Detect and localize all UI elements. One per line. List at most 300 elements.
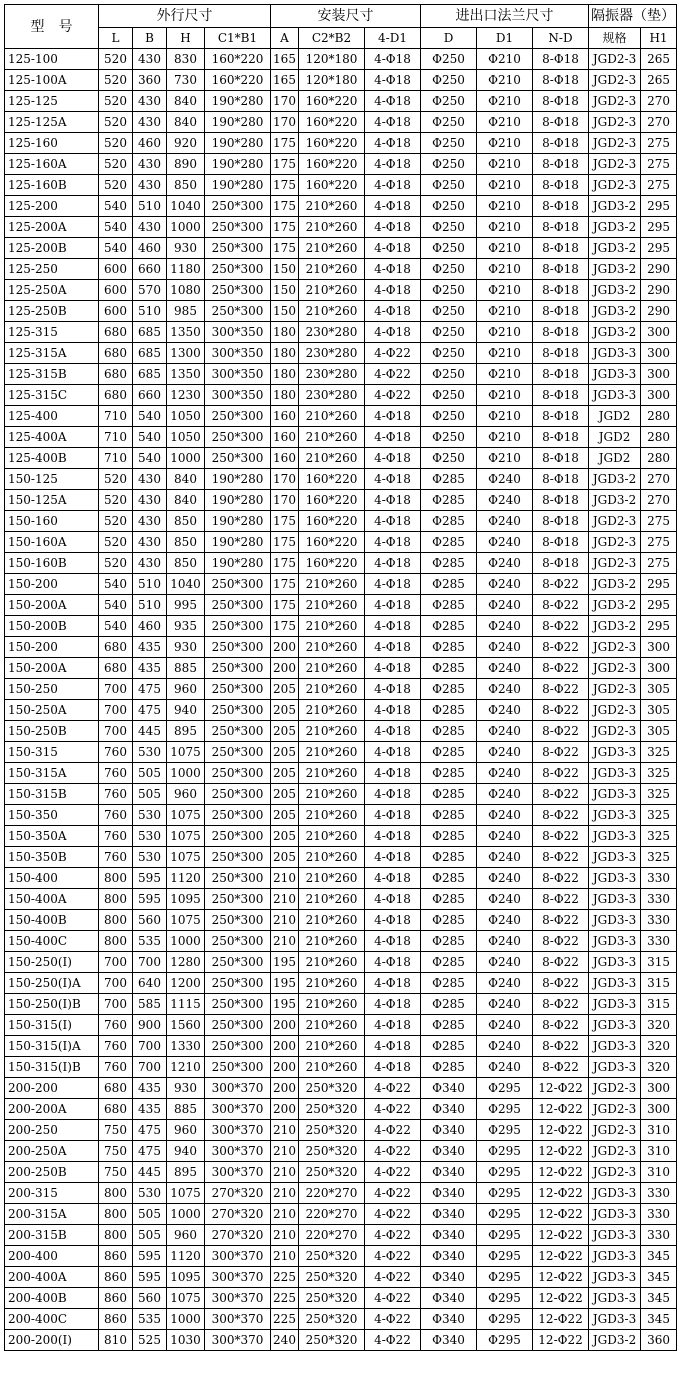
- table-cell: Φ340: [421, 1141, 477, 1162]
- table-cell: 200: [271, 1057, 299, 1078]
- header-group-row: [5, 5, 677, 28]
- table-cell: 430: [133, 532, 167, 553]
- table-cell: 210: [271, 889, 299, 910]
- table-cell: 250*300: [205, 217, 271, 238]
- table-cell: 330: [641, 1183, 677, 1204]
- table-cell: 800: [99, 1204, 133, 1225]
- table-row: [5, 1288, 677, 1309]
- table-cell: 250*300: [205, 826, 271, 847]
- table-row: [5, 1036, 677, 1057]
- table-cell: Φ295: [477, 1120, 533, 1141]
- table-cell: 12-Φ22: [533, 1267, 589, 1288]
- table-cell: 250*300: [205, 574, 271, 595]
- table-cell: JGD3-3: [589, 1204, 641, 1225]
- table-cell: 175: [271, 196, 299, 217]
- table-cell: 8-Φ22: [533, 910, 589, 931]
- table-cell: JGD3-3: [589, 1183, 641, 1204]
- table-cell: 4-Φ18: [365, 112, 421, 133]
- table-cell: Φ240: [477, 679, 533, 700]
- column-header: L: [99, 28, 133, 49]
- table-cell: 8-Φ18: [533, 280, 589, 301]
- table-cell: JGD3-3: [589, 889, 641, 910]
- table-cell: JGD2: [589, 427, 641, 448]
- table-cell: Φ285: [421, 511, 477, 532]
- table-cell: 660: [133, 259, 167, 280]
- table-cell: JGD3-3: [589, 742, 641, 763]
- table-cell: 4-Φ18: [365, 679, 421, 700]
- table-cell: 175: [271, 616, 299, 637]
- table-cell: 1560: [167, 1015, 205, 1036]
- table-cell: JGD3-2: [589, 469, 641, 490]
- table-cell: Φ340: [421, 1267, 477, 1288]
- table-cell: 210*260: [299, 637, 365, 658]
- table-cell: 160*220: [299, 553, 365, 574]
- table-cell: 315: [641, 952, 677, 973]
- table-cell: Φ285: [421, 805, 477, 826]
- table-cell: 210*260: [299, 448, 365, 469]
- table-cell: 4-Φ18: [365, 1057, 421, 1078]
- table-cell: 345: [641, 1267, 677, 1288]
- table-cell: Φ250: [421, 259, 477, 280]
- table-cell: 175: [271, 574, 299, 595]
- table-cell: 1050: [167, 406, 205, 427]
- table-cell: 570: [133, 280, 167, 301]
- table-cell: 360: [133, 70, 167, 91]
- table-cell: 305: [641, 679, 677, 700]
- table-cell: 300*350: [205, 343, 271, 364]
- table-cell: 190*280: [205, 154, 271, 175]
- table-cell: 175: [271, 553, 299, 574]
- table-cell: 150: [271, 301, 299, 322]
- table-cell: 800: [99, 1183, 133, 1204]
- table-cell: Φ210: [477, 238, 533, 259]
- table-cell: 265: [641, 70, 677, 91]
- table-cell: 180: [271, 385, 299, 406]
- table-cell: 8-Φ22: [533, 658, 589, 679]
- table-cell: 12-Φ22: [533, 1162, 589, 1183]
- table-cell: 530: [133, 1183, 167, 1204]
- table-cell: Φ240: [477, 1057, 533, 1078]
- model-cell: 150-350: [5, 805, 99, 826]
- table-cell: 750: [99, 1120, 133, 1141]
- table-cell: 205: [271, 847, 299, 868]
- model-cell: 200-315: [5, 1183, 99, 1204]
- table-cell: 300: [641, 1078, 677, 1099]
- table-cell: 315: [641, 973, 677, 994]
- table-cell: 320: [641, 1036, 677, 1057]
- model-cell: 200-250: [5, 1120, 99, 1141]
- table-cell: 225: [271, 1267, 299, 1288]
- table-cell: 595: [133, 889, 167, 910]
- table-cell: 210*260: [299, 679, 365, 700]
- table-cell: 4-Φ18: [365, 511, 421, 532]
- table-cell: 160*220: [299, 469, 365, 490]
- table-cell: 195: [271, 952, 299, 973]
- table-cell: 1120: [167, 868, 205, 889]
- table-cell: 160*220: [299, 133, 365, 154]
- table-cell: Φ210: [477, 301, 533, 322]
- table-cell: 8-Φ22: [533, 721, 589, 742]
- table-cell: 890: [167, 154, 205, 175]
- table-cell: Φ285: [421, 1057, 477, 1078]
- model-cell: 150-400A: [5, 889, 99, 910]
- model-cell: 125-250: [5, 259, 99, 280]
- table-cell: 310: [641, 1162, 677, 1183]
- table-cell: 505: [133, 1204, 167, 1225]
- table-cell: 165: [271, 49, 299, 70]
- table-cell: 510: [133, 196, 167, 217]
- model-cell: 150-160: [5, 511, 99, 532]
- table-row: [5, 1099, 677, 1120]
- table-cell: Φ285: [421, 868, 477, 889]
- table-cell: 760: [99, 826, 133, 847]
- table-cell: 300: [641, 1099, 677, 1120]
- table-cell: 760: [99, 784, 133, 805]
- table-cell: Φ240: [477, 805, 533, 826]
- table-cell: 505: [133, 1225, 167, 1246]
- table-cell: 4-Φ18: [365, 931, 421, 952]
- table-cell: JGD3-3: [589, 385, 641, 406]
- table-cell: Φ295: [477, 1099, 533, 1120]
- column-header: H1: [641, 28, 677, 49]
- table-cell: 1000: [167, 1204, 205, 1225]
- table-cell: 320: [641, 1015, 677, 1036]
- table-cell: 250*300: [205, 196, 271, 217]
- table-cell: JGD2-3: [589, 154, 641, 175]
- table-cell: 685: [133, 322, 167, 343]
- table-cell: 12-Φ22: [533, 1120, 589, 1141]
- table-cell: Φ250: [421, 322, 477, 343]
- table-row: [5, 931, 677, 952]
- table-cell: 205: [271, 742, 299, 763]
- table-cell: 210*260: [299, 658, 365, 679]
- table-row: [5, 658, 677, 679]
- table-cell: 510: [133, 574, 167, 595]
- table-cell: 430: [133, 175, 167, 196]
- table-cell: 520: [99, 133, 133, 154]
- table-cell: Φ240: [477, 637, 533, 658]
- table-cell: 250*300: [205, 700, 271, 721]
- table-row: [5, 217, 677, 238]
- table-cell: 4-Φ22: [365, 1120, 421, 1141]
- table-cell: 300: [641, 385, 677, 406]
- table-row: [5, 1141, 677, 1162]
- table-cell: 4-Φ18: [365, 196, 421, 217]
- table-cell: 250*300: [205, 847, 271, 868]
- table-row: [5, 469, 677, 490]
- table-cell: 560: [133, 1288, 167, 1309]
- table-cell: 1075: [167, 1288, 205, 1309]
- table-cell: 475: [133, 679, 167, 700]
- table-cell: 1030: [167, 1330, 205, 1351]
- table-cell: 930: [167, 1078, 205, 1099]
- table-cell: 8-Φ22: [533, 805, 589, 826]
- table-cell: 800: [99, 910, 133, 931]
- table-cell: 250*300: [205, 301, 271, 322]
- table-cell: 250*300: [205, 658, 271, 679]
- table-cell: Φ285: [421, 595, 477, 616]
- table-cell: 300*370: [205, 1162, 271, 1183]
- table-cell: 1075: [167, 826, 205, 847]
- table-cell: JGD2-3: [589, 700, 641, 721]
- table-cell: 520: [99, 469, 133, 490]
- model-cell: 150-125: [5, 469, 99, 490]
- table-cell: 210*260: [299, 889, 365, 910]
- table-cell: 4-Φ18: [365, 910, 421, 931]
- table-cell: 205: [271, 805, 299, 826]
- table-cell: JGD3-3: [589, 343, 641, 364]
- table-cell: 430: [133, 553, 167, 574]
- table-cell: 435: [133, 658, 167, 679]
- table-cell: 680: [99, 364, 133, 385]
- table-cell: JGD2-3: [589, 1141, 641, 1162]
- table-cell: 860: [99, 1267, 133, 1288]
- table-cell: Φ250: [421, 154, 477, 175]
- table-cell: 4-Φ18: [365, 889, 421, 910]
- table-row: [5, 112, 677, 133]
- table-cell: 250*300: [205, 994, 271, 1015]
- table-cell: 750: [99, 1141, 133, 1162]
- table-cell: 4-Φ22: [365, 1183, 421, 1204]
- table-cell: JGD3-3: [589, 763, 641, 784]
- table-cell: 300: [641, 658, 677, 679]
- table-cell: 730: [167, 70, 205, 91]
- table-cell: 12-Φ22: [533, 1141, 589, 1162]
- model-cell: 200-400C: [5, 1309, 99, 1330]
- table-cell: JGD3-2: [589, 217, 641, 238]
- table-cell: Φ240: [477, 784, 533, 805]
- table-cell: 475: [133, 1141, 167, 1162]
- table-cell: 250*320: [299, 1309, 365, 1330]
- table-cell: 8-Φ22: [533, 952, 589, 973]
- table-row: [5, 427, 677, 448]
- model-cell: 125-315C: [5, 385, 99, 406]
- table-cell: 4-Φ18: [365, 742, 421, 763]
- table-body: [5, 49, 677, 1351]
- table-cell: JGD3-2: [589, 238, 641, 259]
- table-cell: Φ240: [477, 1015, 533, 1036]
- table-cell: Φ250: [421, 49, 477, 70]
- table-cell: Φ210: [477, 406, 533, 427]
- table-cell: JGD2-3: [589, 133, 641, 154]
- table-cell: 280: [641, 448, 677, 469]
- table-cell: Φ285: [421, 637, 477, 658]
- table-cell: 275: [641, 175, 677, 196]
- table-row: [5, 301, 677, 322]
- table-row: [5, 805, 677, 826]
- table-cell: 210: [271, 910, 299, 931]
- table-cell: 345: [641, 1288, 677, 1309]
- table-cell: 530: [133, 742, 167, 763]
- table-cell: 280: [641, 406, 677, 427]
- table-cell: Φ210: [477, 217, 533, 238]
- table-cell: 510: [133, 595, 167, 616]
- table-cell: 360: [641, 1330, 677, 1351]
- table-cell: Φ240: [477, 721, 533, 742]
- table-cell: 4-Φ18: [365, 70, 421, 91]
- table-cell: 8-Φ18: [533, 196, 589, 217]
- table-cell: JGD3-2: [589, 280, 641, 301]
- table-cell: 190*280: [205, 511, 271, 532]
- table-cell: 1350: [167, 322, 205, 343]
- table-cell: 270*320: [205, 1183, 271, 1204]
- table-cell: 4-Φ18: [365, 616, 421, 637]
- table-cell: 475: [133, 1120, 167, 1141]
- table-cell: 190*280: [205, 91, 271, 112]
- table-cell: 1040: [167, 196, 205, 217]
- table-cell: 175: [271, 238, 299, 259]
- table-cell: Φ295: [477, 1309, 533, 1330]
- table-cell: 530: [133, 847, 167, 868]
- table-cell: 250*300: [205, 763, 271, 784]
- table-row: [5, 364, 677, 385]
- table-cell: 300*370: [205, 1099, 271, 1120]
- table-cell: 8-Φ22: [533, 637, 589, 658]
- table-cell: 840: [167, 112, 205, 133]
- table-cell: 4-Φ18: [365, 826, 421, 847]
- table-cell: 250*300: [205, 259, 271, 280]
- table-cell: 250*300: [205, 910, 271, 931]
- table-cell: JGD3-3: [589, 931, 641, 952]
- table-cell: 8-Φ18: [533, 343, 589, 364]
- table-cell: JGD3-3: [589, 847, 641, 868]
- table-cell: 325: [641, 805, 677, 826]
- table-cell: 8-Φ22: [533, 847, 589, 868]
- table-cell: 12-Φ22: [533, 1099, 589, 1120]
- table-cell: 200: [271, 1078, 299, 1099]
- table-cell: 810: [99, 1330, 133, 1351]
- table-row: [5, 973, 677, 994]
- table-cell: 1075: [167, 742, 205, 763]
- table-row: [5, 511, 677, 532]
- table-cell: Φ295: [477, 1078, 533, 1099]
- table-cell: Φ295: [477, 1330, 533, 1351]
- model-cell: 125-315B: [5, 364, 99, 385]
- table-cell: 1000: [167, 931, 205, 952]
- table-row: [5, 637, 677, 658]
- table-cell: 520: [99, 91, 133, 112]
- table-cell: Φ250: [421, 217, 477, 238]
- table-cell: 540: [133, 427, 167, 448]
- table-row: [5, 763, 677, 784]
- table-cell: 535: [133, 1309, 167, 1330]
- model-cell: 150-315A: [5, 763, 99, 784]
- table-cell: 700: [99, 679, 133, 700]
- model-cell: 150-350B: [5, 847, 99, 868]
- table-cell: Φ240: [477, 763, 533, 784]
- table-cell: Φ340: [421, 1246, 477, 1267]
- table-cell: Φ250: [421, 301, 477, 322]
- table-cell: 270: [641, 112, 677, 133]
- table-cell: 160*220: [299, 511, 365, 532]
- table-cell: 445: [133, 721, 167, 742]
- model-cell: 125-200: [5, 196, 99, 217]
- table-cell: 940: [167, 1141, 205, 1162]
- table-cell: Φ285: [421, 742, 477, 763]
- table-cell: 295: [641, 616, 677, 637]
- table-cell: 250*300: [205, 805, 271, 826]
- table-cell: 800: [99, 889, 133, 910]
- table-cell: 680: [99, 658, 133, 679]
- table-row: [5, 1330, 677, 1351]
- table-cell: 4-Φ18: [365, 427, 421, 448]
- table-cell: 8-Φ18: [533, 259, 589, 280]
- table-cell: 700: [133, 1036, 167, 1057]
- table-cell: Φ210: [477, 91, 533, 112]
- table-cell: 4-Φ18: [365, 217, 421, 238]
- table-cell: JGD3-3: [589, 1225, 641, 1246]
- model-cell: 125-100: [5, 49, 99, 70]
- table-cell: 850: [167, 553, 205, 574]
- table-cell: 520: [99, 112, 133, 133]
- table-cell: 210: [271, 931, 299, 952]
- table-cell: Φ240: [477, 931, 533, 952]
- model-header: 型 号: [5, 5, 99, 49]
- table-cell: Φ295: [477, 1183, 533, 1204]
- table-cell: 175: [271, 154, 299, 175]
- table-cell: 320: [641, 1057, 677, 1078]
- table-cell: Φ295: [477, 1288, 533, 1309]
- table-cell: Φ285: [421, 616, 477, 637]
- table-cell: 680: [99, 1078, 133, 1099]
- table-cell: 520: [99, 511, 133, 532]
- table-cell: 250*300: [205, 1057, 271, 1078]
- model-cell: 150-400: [5, 868, 99, 889]
- table-cell: 300: [641, 364, 677, 385]
- table-row: [5, 994, 677, 1015]
- table-cell: Φ240: [477, 847, 533, 868]
- table-cell: 295: [641, 595, 677, 616]
- table-cell: 170: [271, 91, 299, 112]
- table-cell: 685: [133, 343, 167, 364]
- model-cell: 150-250B: [5, 721, 99, 742]
- table-cell: 220*270: [299, 1204, 365, 1225]
- table-cell: 210*260: [299, 805, 365, 826]
- flange-dimensions-header: 进出口法兰尺寸: [421, 5, 589, 28]
- table-cell: 850: [167, 511, 205, 532]
- model-cell: 200-200: [5, 1078, 99, 1099]
- table-cell: Φ295: [477, 1246, 533, 1267]
- table-cell: 960: [167, 784, 205, 805]
- table-cell: 4-Φ18: [365, 763, 421, 784]
- table-cell: 250*300: [205, 595, 271, 616]
- table-cell: 800: [99, 1225, 133, 1246]
- table-cell: 250*300: [205, 889, 271, 910]
- table-cell: 8-Φ18: [533, 469, 589, 490]
- table-cell: 300*370: [205, 1267, 271, 1288]
- table-cell: 310: [641, 1141, 677, 1162]
- table-cell: 920: [167, 133, 205, 154]
- table-row: [5, 868, 677, 889]
- table-cell: 505: [133, 784, 167, 805]
- table-cell: JGD2-3: [589, 553, 641, 574]
- table-cell: Φ210: [477, 154, 533, 175]
- table-cell: JGD3-3: [589, 1288, 641, 1309]
- table-cell: 1075: [167, 1183, 205, 1204]
- model-cell: 200-315A: [5, 1204, 99, 1225]
- table-cell: Φ240: [477, 826, 533, 847]
- table-cell: 4-Φ22: [365, 1246, 421, 1267]
- table-cell: 330: [641, 1204, 677, 1225]
- table-cell: 210*260: [299, 868, 365, 889]
- table-cell: 205: [271, 700, 299, 721]
- table-cell: 520: [99, 490, 133, 511]
- table-row: [5, 91, 677, 112]
- table-cell: Φ285: [421, 763, 477, 784]
- table-cell: 8-Φ18: [533, 175, 589, 196]
- table-cell: 205: [271, 826, 299, 847]
- table-cell: 4-Φ22: [365, 385, 421, 406]
